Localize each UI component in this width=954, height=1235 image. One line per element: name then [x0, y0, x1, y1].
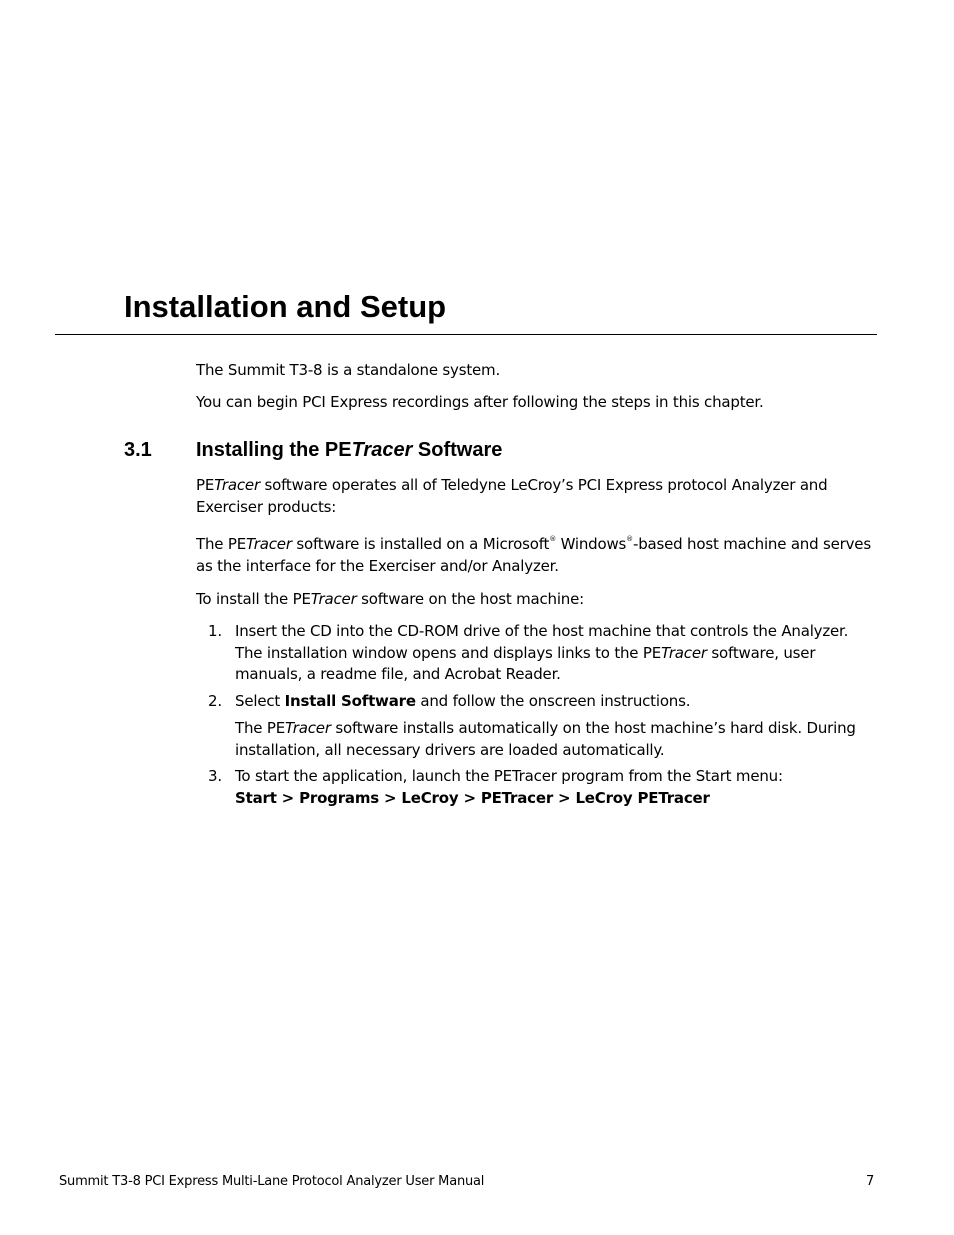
intro-line-standalone: The Summit T3-8 is a standalone system. — [196, 361, 501, 379]
step-number: 3. — [208, 767, 222, 785]
registered-mark: ® — [626, 535, 633, 543]
paragraph-text: The PE — [196, 535, 246, 553]
step-text: and follow the onscreen instructions. — [415, 691, 691, 710]
product-name-italic: Tracer — [246, 535, 292, 553]
intro-line-recordings: You can begin PCI Express recordings after following the steps in this chapter. — [196, 393, 764, 411]
product-name-italic: Tracer — [661, 643, 707, 662]
product-name-italic: Tracer — [214, 476, 260, 494]
paragraph-text: software on the host machine: — [356, 590, 584, 608]
registered-mark: ® — [549, 535, 557, 543]
product-name-prefix: PE — [196, 476, 215, 494]
paragraph-text: -based host machine and serves as the interface for the Exerciser and/or Analyzer. — [196, 535, 871, 575]
section-title-suffix: Software — [412, 439, 503, 461]
page-number: 7 — [866, 1174, 875, 1189]
title-divider — [55, 334, 877, 335]
petracer-overview-paragraph — [196, 475, 876, 518]
install-intro-paragraph — [196, 589, 876, 611]
chapter-title: Installation and Setup — [124, 289, 447, 324]
step-text: Select — [235, 691, 285, 710]
paragraph-text: To install the PE — [196, 590, 311, 608]
paragraph-text: Windows — [556, 535, 627, 553]
step-number: 2. — [208, 691, 222, 710]
section-title-italic: Tracer — [351, 439, 413, 461]
product-name-italic: Tracer — [285, 719, 331, 737]
install-software-label: Install Software — [284, 691, 416, 710]
section-title-prefix: Installing the PE — [196, 439, 352, 461]
step-2-note — [235, 718, 876, 761]
host-machine-paragraph — [196, 534, 876, 577]
install-steps-list — [196, 621, 876, 814]
section-heading — [124, 436, 502, 464]
install-step-3 — [196, 766, 876, 809]
product-name-italic: Tracer — [310, 590, 357, 608]
paragraph-text: software operates all of Teledyne LeCroy’s PCI Express protocol Analyzer and Exerciser products: — [196, 476, 828, 516]
paragraph-text: software is installed on a Microsoft — [291, 535, 550, 553]
step-text: To start the application, launch the PETracer program from the Start menu: — [235, 767, 783, 785]
step-text: Insert the CD into the CD-ROM drive of the host machine that controls the Analyzer. The installation window opens and displays links to the PE — [235, 622, 849, 662]
note-text: software installs automatically on the host machine’s hard disk. During installation, all necessary drivers are loaded automatically. — [235, 719, 856, 759]
install-step-2 — [196, 691, 876, 762]
note-text: The PE — [235, 719, 285, 737]
footer-manual-title: Summit T3-8 PCI Express Multi-Lane Protocol Analyzer User Manual — [59, 1174, 485, 1189]
install-step-1 — [196, 621, 876, 686]
step-text: software, user manuals, a readme file, and Acrobat Reader. — [235, 643, 816, 683]
step-number: 1. — [208, 622, 222, 640]
start-menu-path: Start > Programs > LeCroy > PETracer > LeCroy PETracer — [235, 788, 710, 807]
section-number: 3.1 — [124, 439, 152, 461]
